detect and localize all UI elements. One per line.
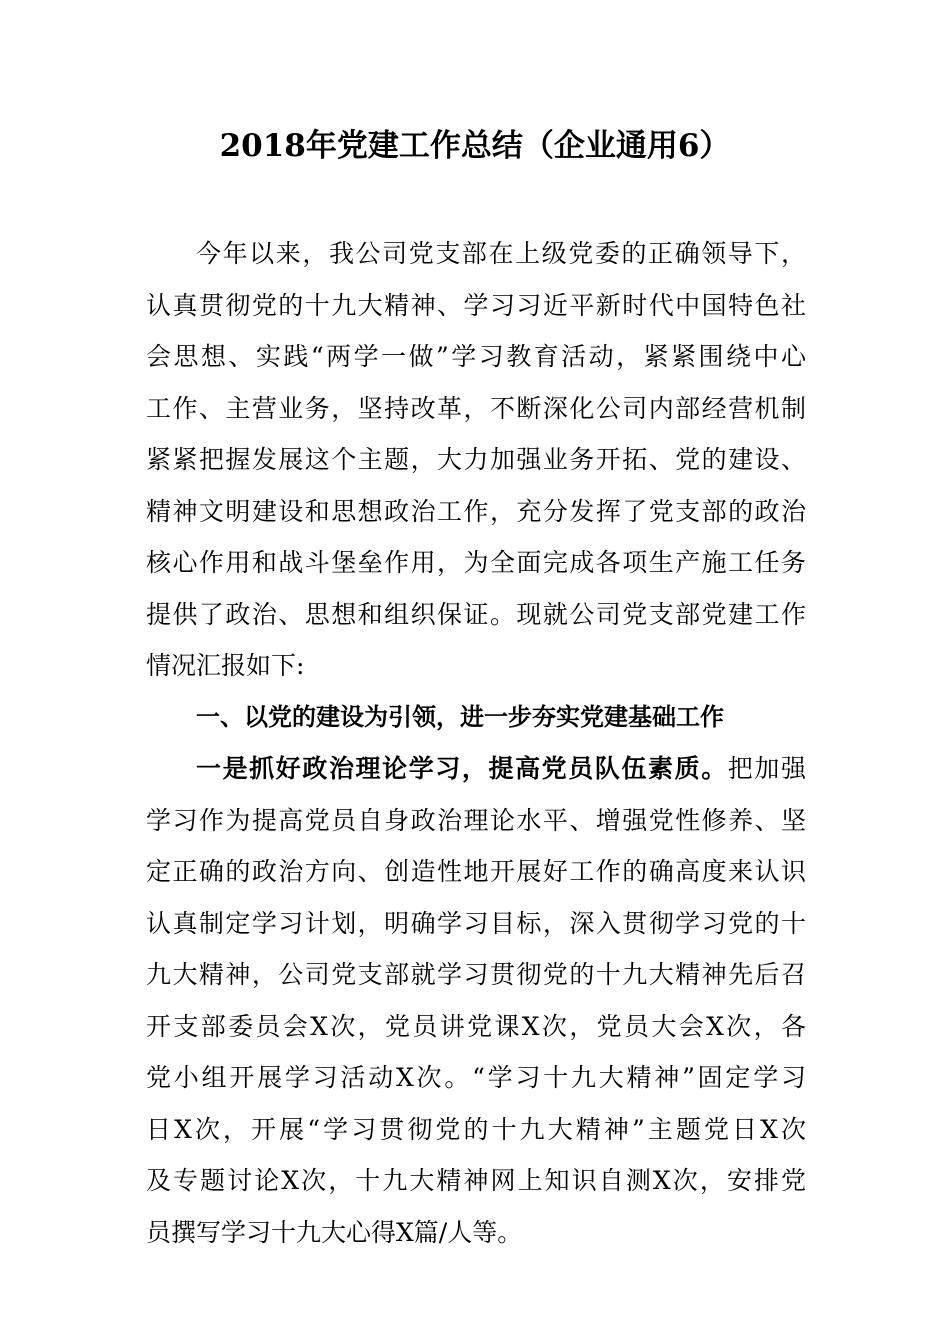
paragraph-lead-bold: 一是抓好政治理论学习，提高党员队伍素质。 (196, 754, 728, 783)
paragraph-line: 工作、主营业务，坚持改革，不断深化公司内部经营机制 (146, 393, 806, 423)
paragraph-line: 认真贯彻党的十九大精神、学习习近平新时代中国特色社 (146, 290, 806, 320)
paragraph-line: 学习作为提高党员自身政治理论水平、增强党性修养、坚 (146, 805, 806, 835)
section-heading: 一、以党的建设为引领，进一步夯实党建基础工作 (196, 702, 724, 731)
document-body (146, 228, 806, 1258)
paragraph-line: 紧紧把握发展这个主题，大力加强业务开拓、党的建设、 (146, 445, 806, 474)
paragraph-line: 定正确的政治方向、创造性地开展好工作的确高度来认识 (146, 857, 806, 886)
paragraph-line: 今年以来，我公司党支部在上级党委的正确领导下， (196, 239, 806, 268)
paragraph-line: 提供了政治、思想和组织保证。现就公司党支部党建工作 (146, 599, 806, 629)
paragraph-line: 精神文明建设和思想政治工作，充分发挥了党支部的政治 (146, 496, 806, 526)
paragraph-line: 会思想、实践“两学一做”学习教育活动，紧紧围绕中心 (146, 342, 806, 371)
paragraph-line: 开支部委员会X次，党员讲党课X次，党员大会X次，各 (146, 1011, 806, 1041)
paragraph-line: 核心作用和战斗堡垒作用，为全面完成各项生产施工任务 (146, 548, 806, 577)
document-title: 2018年党建工作总结（企业通用6） (219, 128, 731, 164)
paragraph-line: 认真制定学习计划，明确学习目标，深入贯彻学习党的十 (146, 908, 806, 938)
paragraph-line: 九大精神，公司党支部就学习贯彻党的十九大精神先后召 (146, 960, 806, 989)
paragraph-line: 日X次，开展“学习贯彻党的十九大精神”主题党日X次 (146, 1114, 806, 1144)
paragraph-line: 员撰写学习十九大心得X篇/人等。 (146, 1217, 523, 1247)
paragraph-line: 情况汇报如下: (146, 651, 305, 680)
paragraph-line: 及专题讨论X次，十九大精神网上知识自测X次，安排党 (146, 1166, 806, 1195)
paragraph-lead-line (146, 743, 806, 795)
paragraph-lead-rest: 把加强 (727, 754, 806, 783)
paragraph-line: 党小组开展学习活动X次。“学习十九大精神”固定学习 (146, 1063, 806, 1092)
